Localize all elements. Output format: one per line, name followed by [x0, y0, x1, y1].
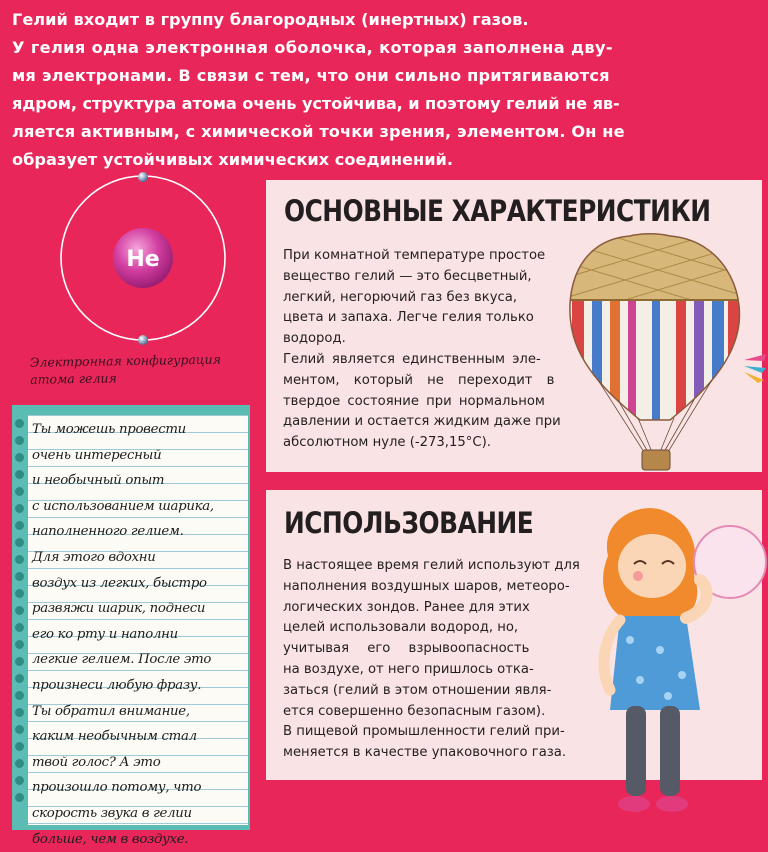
note-line: произошло потому, что	[32, 775, 246, 801]
text-line: твердое состояние при нормальном	[283, 392, 573, 413]
note-line: легкие гелием. После это	[32, 647, 246, 673]
intro-line: ядром, структура атома очень устойчива, и поэтому гелий не яв-	[12, 90, 756, 118]
note-line: каким необычным стал	[32, 724, 246, 750]
text-line: логических зондов. Ранее для этих	[283, 598, 593, 619]
note-line: его ко рту и наполни	[32, 622, 246, 648]
girl-blowing-balloon-illustration	[590, 500, 768, 830]
balloon-streamers	[744, 354, 766, 383]
text-line: давлении и остается жидким даже при	[283, 412, 573, 433]
intro-line: ляется активным, с химической точки зрения, элементом. Он не	[12, 118, 756, 146]
note-line: и необычный опыт	[32, 468, 246, 494]
usage-text	[283, 556, 593, 764]
text-line: легкий, негорючий газ без вкуса,	[283, 288, 573, 309]
text-line: заться (гелий в этом отношении явля-	[283, 681, 593, 702]
text-line: меняется в качестве упаковочного газа.	[283, 743, 593, 764]
text-line: Гелий является единственным эле-	[283, 350, 573, 371]
note-line: с использованием шарика,	[32, 494, 246, 520]
text-line: вещество гелий — это бесцветный,	[283, 267, 573, 288]
note-line: наполненного гелием.	[32, 519, 246, 545]
electron	[138, 172, 148, 182]
note-line: произнеси любую фразу.	[32, 673, 246, 699]
note-line: очень интересный	[32, 443, 246, 469]
hot-air-balloon-illustration	[558, 230, 768, 476]
text-line: При комнатной температуре простое	[283, 246, 573, 267]
note-line: развяжи шарик, поднеси	[32, 596, 246, 622]
experiment-note	[12, 405, 250, 830]
text-line: В настоящее время гелий используют для	[283, 556, 593, 577]
note-line: больше, чем в воздухе.	[32, 827, 246, 852]
helium-atom-diagram	[40, 172, 250, 347]
intro-line: образует устойчивых химических соединений.	[12, 146, 756, 174]
text-line: наполнения воздушных шаров, метеоро-	[283, 577, 593, 598]
notebook-holes	[14, 419, 26, 819]
balloon-basket	[642, 450, 670, 470]
caption-line: атома гелия	[30, 367, 240, 388]
characteristics-title: ОСНОВНЫЕ ХАРАКТЕРИСТИКИ	[284, 194, 711, 228]
electron	[138, 335, 148, 345]
note-line: Ты обратил внимание,	[32, 699, 246, 725]
handwritten-text	[32, 417, 246, 852]
text-line: ментом, который не переходит в	[283, 371, 573, 392]
note-line: твой голос? А это	[32, 750, 246, 776]
note-line: скорость звука в гелии	[32, 801, 246, 827]
text-line: абсолютном нуле (-273,15°С).	[283, 433, 573, 454]
text-line: водород.	[283, 329, 573, 350]
text-line: целей использовали водород, но,	[283, 618, 593, 639]
girl-face	[618, 534, 686, 598]
text-line: цвета и запаха. Легче гелия только	[283, 308, 573, 329]
note-line: воздух из легких, быстро	[32, 571, 246, 597]
text-line: ется совершенно безопасным газом).	[283, 702, 593, 723]
intro-line: Гелий входит в группу благородных (инертных) газов.	[12, 6, 756, 34]
usage-title: ИСПОЛЬЗОВАНИЕ	[284, 506, 533, 540]
intro-text	[12, 6, 756, 174]
intro-line: У гелия одна электронная оболочка, которая заполнена дву-	[12, 34, 756, 62]
atom-caption	[30, 350, 241, 388]
text-line: на воздухе, от него пришлось отка-	[283, 660, 593, 681]
note-line: Ты можешь провести	[32, 417, 246, 443]
caption-line: Электронная конфигурация	[30, 350, 240, 371]
text-line: учитывая его взрывоопасность	[283, 639, 593, 660]
characteristics-text	[283, 246, 573, 454]
helium-symbol: He	[126, 247, 159, 272]
text-line: В пищевой промышленности гелий при-	[283, 722, 593, 743]
intro-line: мя электронами. В связи с тем, что они сильно притягиваются	[12, 62, 756, 90]
note-line: Для этого вдохни	[32, 545, 246, 571]
